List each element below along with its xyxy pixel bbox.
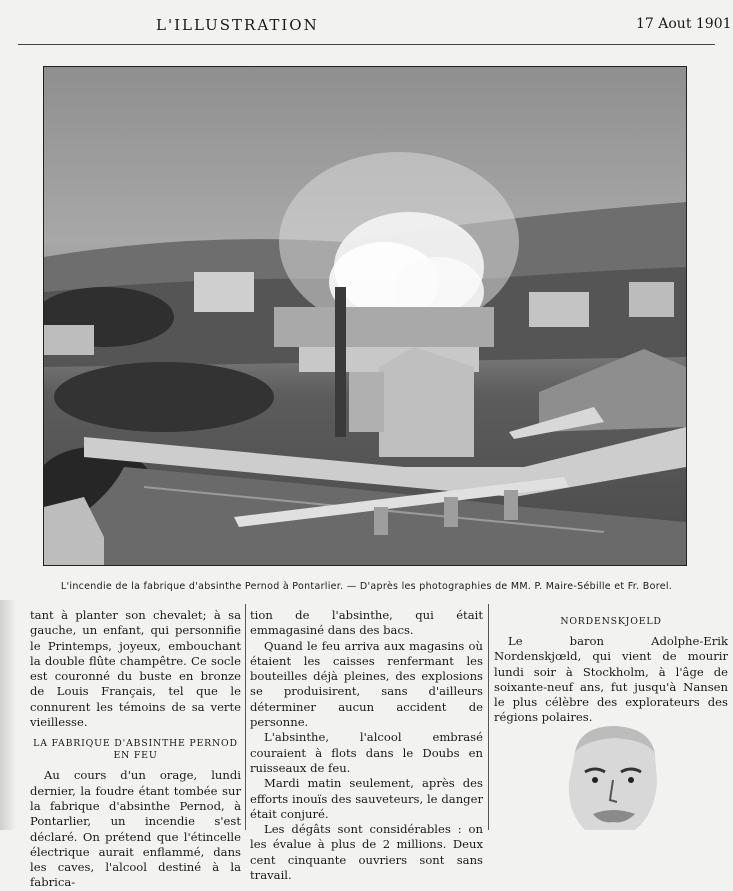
col2-paragraph-2: Quand le feu arriva aux magasins où étaient les caisses renfermant les bouteilles déjà pleines, des explosions se produisirent, sans d'ailleurs déterminer aucun accident de personne. — [250, 638, 483, 730]
col2-paragraph-4: Mardi matin seulement, après des efforts inouïs des sauveteurs, le danger était conjuré. — [250, 776, 483, 821]
col1-lead-paragraph: tant à planter son chevalet; à sa gauche, un enfant, qui personnifie le Printemps, joyeux, embouchant la double flûte champêtre. Ce socle est couronné du buste en bronze de Louis Français, tel que le connurent les témoins de sa verte vieillesse. — [30, 608, 241, 730]
masthead-rule — [18, 44, 715, 45]
column-1 — [30, 608, 241, 891]
col1-paragraph-2: Au cours d'un orage, lundi dernier, la foudre étant tombée sur la fabrique d'absinthe Pernod, à Pontarlier, un incendie s'est déclaré. On prétend que l'étincelle électrique aurait enflammé, dans les caves, l'alcool destiné à la fabrica- — [30, 768, 241, 890]
nordenskjoeld-portrait — [555, 722, 667, 830]
masthead-title: L'ILLUSTRATION — [156, 16, 319, 34]
column-3 — [494, 608, 728, 726]
fire-photograph-illustration — [44, 67, 686, 565]
col3-paragraph-1: Le baron Adolphe-Erik Nordenskjœld, qui vient de mourir lundi soir à Stockholm, à l'âge de soixante-neuf ans, fut jusqu'à Nansen le plus célèbre des explorateurs des régions polaires. — [494, 634, 728, 725]
column-rule-2 — [488, 604, 489, 830]
col2-lead-paragraph: tion de l'absinthe, qui était emmagasiné dans des bacs. — [250, 608, 483, 638]
masthead-date: 17 Aout 1901 — [636, 16, 732, 32]
fire-photograph — [43, 66, 687, 566]
column-rule-1 — [245, 604, 246, 830]
column-2 — [250, 608, 483, 883]
photo-caption: L'incendie de la fabrique d'absinthe Pernod à Pontarlier. — D'après les photographies de MM. P. Maire-Sébille et Fr. Borel. — [60, 581, 673, 592]
article-heading-nordenskjoeld: NORDENSKJOELD — [560, 616, 662, 627]
col2-paragraph-3: L'absinthe, l'alcool embrasé couraient à flots dans le Doubs en ruisseaux de feu. — [250, 730, 483, 775]
article-heading-pernod: LA FABRIQUE D'ABSINTHE PERNOD EN FEU — [33, 738, 238, 762]
page-fold-shadow — [0, 600, 16, 830]
col2-paragraph-5: Les dégâts sont considérables : on les évalue à plus de 2 millions. Deux cent cinquante ouvriers sont sans travail. — [250, 822, 483, 883]
